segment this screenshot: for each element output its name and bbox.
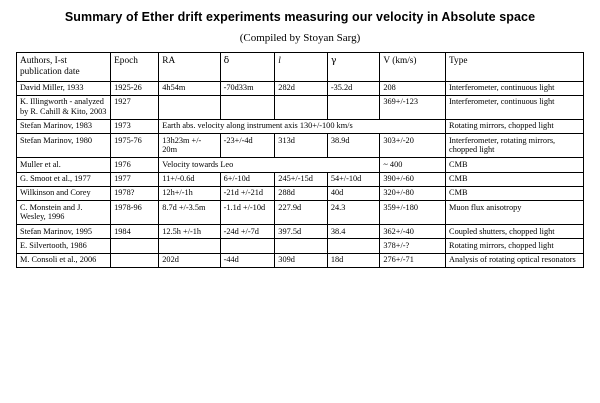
table-header-row <box>17 52 584 81</box>
column-header-authors: Authors, I-st publication date <box>17 52 111 81</box>
cell-velocity: 303+/-20 <box>380 134 446 158</box>
table-row <box>17 119 584 133</box>
cell-ra <box>159 239 220 253</box>
cell-type: CMB <box>446 172 584 186</box>
cell-type: CMB <box>446 186 584 200</box>
table-row <box>17 201 584 225</box>
ether-drift-table <box>16 52 584 268</box>
cell-type: CMB <box>446 158 584 172</box>
cell-type: Rotating mirrors, chopped light <box>446 239 584 253</box>
cell-authors: Muller et al. <box>17 158 111 172</box>
cell-velocity: 208 <box>380 81 446 95</box>
cell-delta <box>220 239 275 253</box>
cell-epoch: 1976 <box>111 158 159 172</box>
table-row <box>17 81 584 95</box>
table-row <box>17 95 584 119</box>
cell-l: 288d <box>275 186 328 200</box>
cell-epoch: 1984 <box>111 225 159 239</box>
table-row <box>17 134 584 158</box>
cell-delta: -70d33m <box>220 81 275 95</box>
cell-authors: M. Consoli et al., 2006 <box>17 253 111 267</box>
cell-gamma: -35.2d <box>327 81 380 95</box>
column-header-l: l <box>275 52 328 81</box>
cell-velocity: 276+/-71 <box>380 253 446 267</box>
cell-delta: -24d +/-7d <box>220 225 275 239</box>
cell-ra: 13h23m +/- 20m <box>159 134 220 158</box>
column-header-epoch: Epoch <box>111 52 159 81</box>
cell-epoch: 1973 <box>111 119 159 133</box>
cell-gamma: 18d <box>327 253 380 267</box>
cell-epoch: 1925-26 <box>111 81 159 95</box>
table-row <box>17 253 584 267</box>
cell-authors: E. Silvertooth, 1986 <box>17 239 111 253</box>
cell-authors: David Miller, 1933 <box>17 81 111 95</box>
cell-delta: -23+/-4d <box>220 134 275 158</box>
cell-type: Interferometer, rotating mirrors, chopped light <box>446 134 584 158</box>
cell-delta <box>220 95 275 119</box>
cell-gamma <box>327 239 380 253</box>
cell-authors: K. Illingworth - analyzed by R. Cahill & Kito, 2003 <box>17 95 111 119</box>
cell-gamma: 40d <box>327 186 380 200</box>
cell-delta: -1.1d +/-10d <box>220 201 275 225</box>
cell-velocity: 378+/-? <box>380 239 446 253</box>
column-header-ra: RA <box>159 52 220 81</box>
cell-authors: Wilkinson and Corey <box>17 186 111 200</box>
cell-authors: G. Smoot et al., 1977 <box>17 172 111 186</box>
cell-type: Muon flux anisotropy <box>446 201 584 225</box>
cell-epoch: 1978-96 <box>111 201 159 225</box>
table-row <box>17 172 584 186</box>
cell-l: 227.9d <box>275 201 328 225</box>
cell-ra: 8.7d +/-3.5m <box>159 201 220 225</box>
cell-delta: -44d <box>220 253 275 267</box>
cell-epoch: 1975-76 <box>111 134 159 158</box>
cell-l: 313d <box>275 134 328 158</box>
cell-epoch <box>111 239 159 253</box>
cell-delta: 6+/-10d <box>220 172 275 186</box>
cell-epoch: 1927 <box>111 95 159 119</box>
cell-merged-note: Velocity towards Leo <box>159 158 380 172</box>
table-row <box>17 186 584 200</box>
cell-authors: C. Monstein and J. Wesley, 1996 <box>17 201 111 225</box>
cell-epoch: 1978? <box>111 186 159 200</box>
cell-epoch: 1977 <box>111 172 159 186</box>
table-row <box>17 225 584 239</box>
cell-ra: 12h+/-1h <box>159 186 220 200</box>
cell-l <box>275 95 328 119</box>
cell-ra: 11+/-0.6d <box>159 172 220 186</box>
table-row <box>17 158 584 172</box>
column-header-velocity: V (km/s) <box>380 52 446 81</box>
cell-type: Interferometer, continuous light <box>446 95 584 119</box>
page-title: Summary of Ether drift experiments measuring our velocity in Absolute space <box>64 10 536 24</box>
cell-l: 309d <box>275 253 328 267</box>
cell-type: Interferometer, continuous light <box>446 81 584 95</box>
cell-gamma: 54+/-10d <box>327 172 380 186</box>
cell-l: 245+/-15d <box>275 172 328 186</box>
cell-l: 282d <box>275 81 328 95</box>
column-header-delta: δ <box>220 52 275 81</box>
cell-type: Coupled shutters, chopped light <box>446 225 584 239</box>
table-row <box>17 239 584 253</box>
column-header-gamma: γ <box>327 52 380 81</box>
cell-delta: -21d +/-21d <box>220 186 275 200</box>
cell-gamma: 24.3 <box>327 201 380 225</box>
cell-ra: 202d <box>159 253 220 267</box>
cell-velocity: 320+/-80 <box>380 186 446 200</box>
cell-l: 397.5d <box>275 225 328 239</box>
cell-merged-note: Earth abs. velocity along instrument axis 130+/-100 km/s <box>159 119 446 133</box>
cell-velocity: 362+/-40 <box>380 225 446 239</box>
cell-authors: Stefan Marinov, 1980 <box>17 134 111 158</box>
cell-gamma: 38.9d <box>327 134 380 158</box>
cell-ra: 12.5h +/-1h <box>159 225 220 239</box>
cell-velocity: ~ 400 <box>380 158 446 172</box>
cell-epoch <box>111 253 159 267</box>
cell-gamma: 38.4 <box>327 225 380 239</box>
cell-velocity: 369+/-123 <box>380 95 446 119</box>
cell-authors: Stefan Marinov, 1983 <box>17 119 111 133</box>
cell-authors: Stefan Marinov, 1995 <box>17 225 111 239</box>
column-header-type: Type <box>446 52 584 81</box>
cell-ra: 4h54m <box>159 81 220 95</box>
cell-type: Rotating mirrors, chopped light <box>446 119 584 133</box>
cell-type: Analysis of rotating optical resonators <box>446 253 584 267</box>
cell-l <box>275 239 328 253</box>
page-subtitle: (Compiled by Stoyan Sarg) <box>239 31 361 44</box>
cell-gamma <box>327 95 380 119</box>
cell-velocity: 390+/-60 <box>380 172 446 186</box>
cell-velocity: 359+/-180 <box>380 201 446 225</box>
cell-ra <box>159 95 220 119</box>
